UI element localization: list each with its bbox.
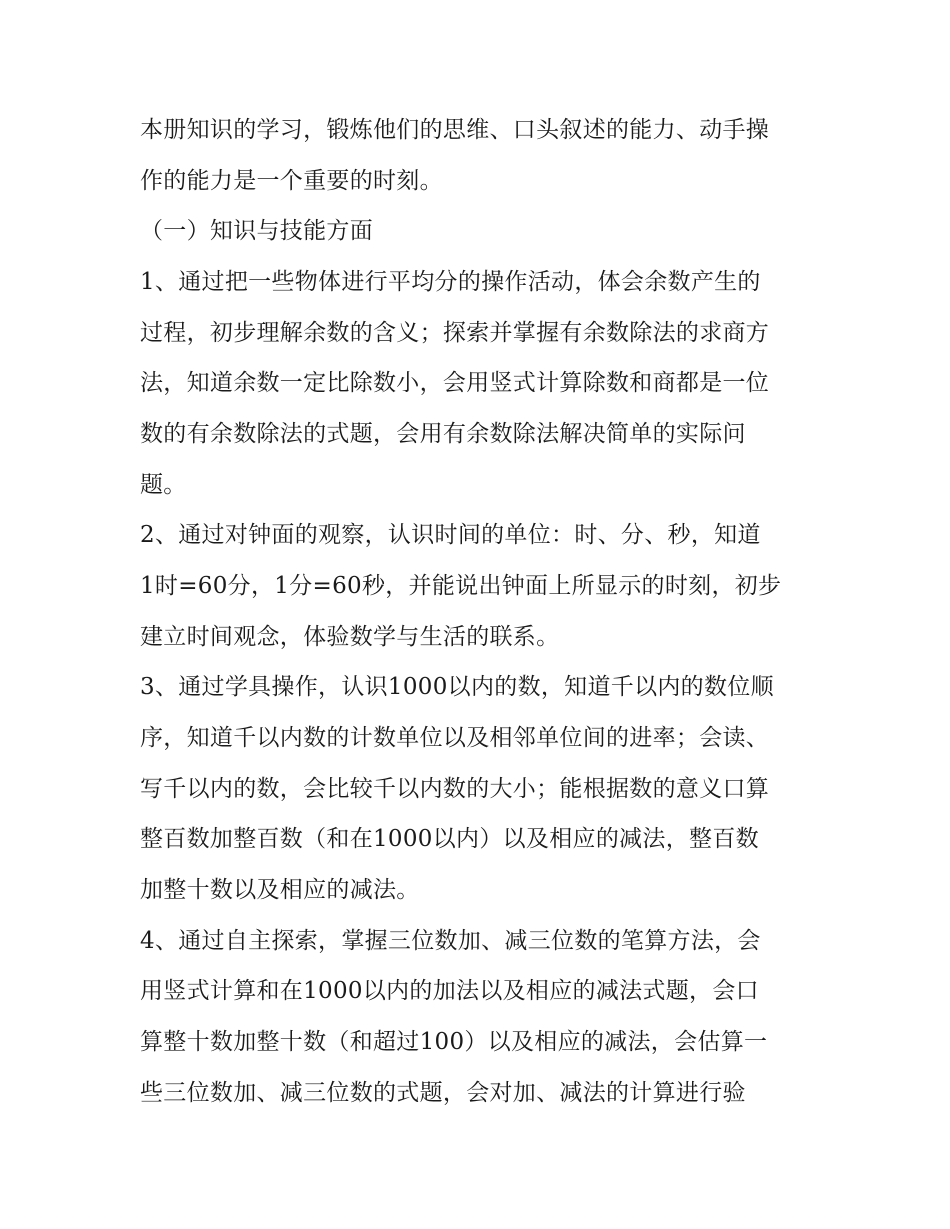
text-line: 用竖式计算和在1000以内的加法以及相应的减法式题，会口 <box>140 978 759 1004</box>
text-line: 2、通过对钟面的观察，认识时间的单位：时、分、秒，知道 <box>140 522 761 548</box>
text-line: 法，知道余数一定比除数小，会用竖式计算除数和商都是一位 <box>140 370 770 396</box>
text-line: 3、通过学具操作，认识1000以内的数，知道千以内的数位顺 <box>140 674 774 700</box>
text-line: 整百数加整百数（和在1000以内）以及相应的减法，整百数 <box>140 826 759 852</box>
section-heading: （一）知识与技能方面 <box>140 218 373 244</box>
text-line: 1时=60分，1分=60秒，并能说出钟面上所显示的时刻，初步 <box>140 573 782 599</box>
text-line: 算整十数加整十数（和超过100）以及相应的减法，会估算一 <box>140 1029 768 1055</box>
text-line: 加整十数以及相应的减法。 <box>140 877 420 903</box>
text-line: 题。 <box>140 472 187 498</box>
text-line: 本册知识的学习，锻炼他们的思维、口头叙述的能力、动手操 <box>140 117 770 143</box>
text-line: 1、通过把一些物体进行平均分的操作活动，体会余数产生的 <box>140 269 761 295</box>
text-line: 建立时间观念，体验数学与生活的联系。 <box>140 624 560 650</box>
text-line: 4、通过自主探索，掌握三位数加、减三位数的笔算方法，会 <box>140 928 761 954</box>
text-line: 数的有余数除法的式题，会用有余数除法解决简单的实际问 <box>140 421 746 447</box>
text-line: 序，知道千以内数的计数单位以及相邻单位间的进率；会读、 <box>140 725 770 751</box>
text-line: 过程，初步理解余数的含义；探索并掌握有余数除法的求商方 <box>140 320 770 346</box>
text-line: 写千以内的数，会比较千以内数的大小；能根据数的意义口算 <box>140 776 770 802</box>
text-line: 些三位数加、减三位数的式题，会对加、减法的计算进行验 <box>140 1080 746 1106</box>
text-line: 作的能力是一个重要的时刻。 <box>140 168 443 194</box>
